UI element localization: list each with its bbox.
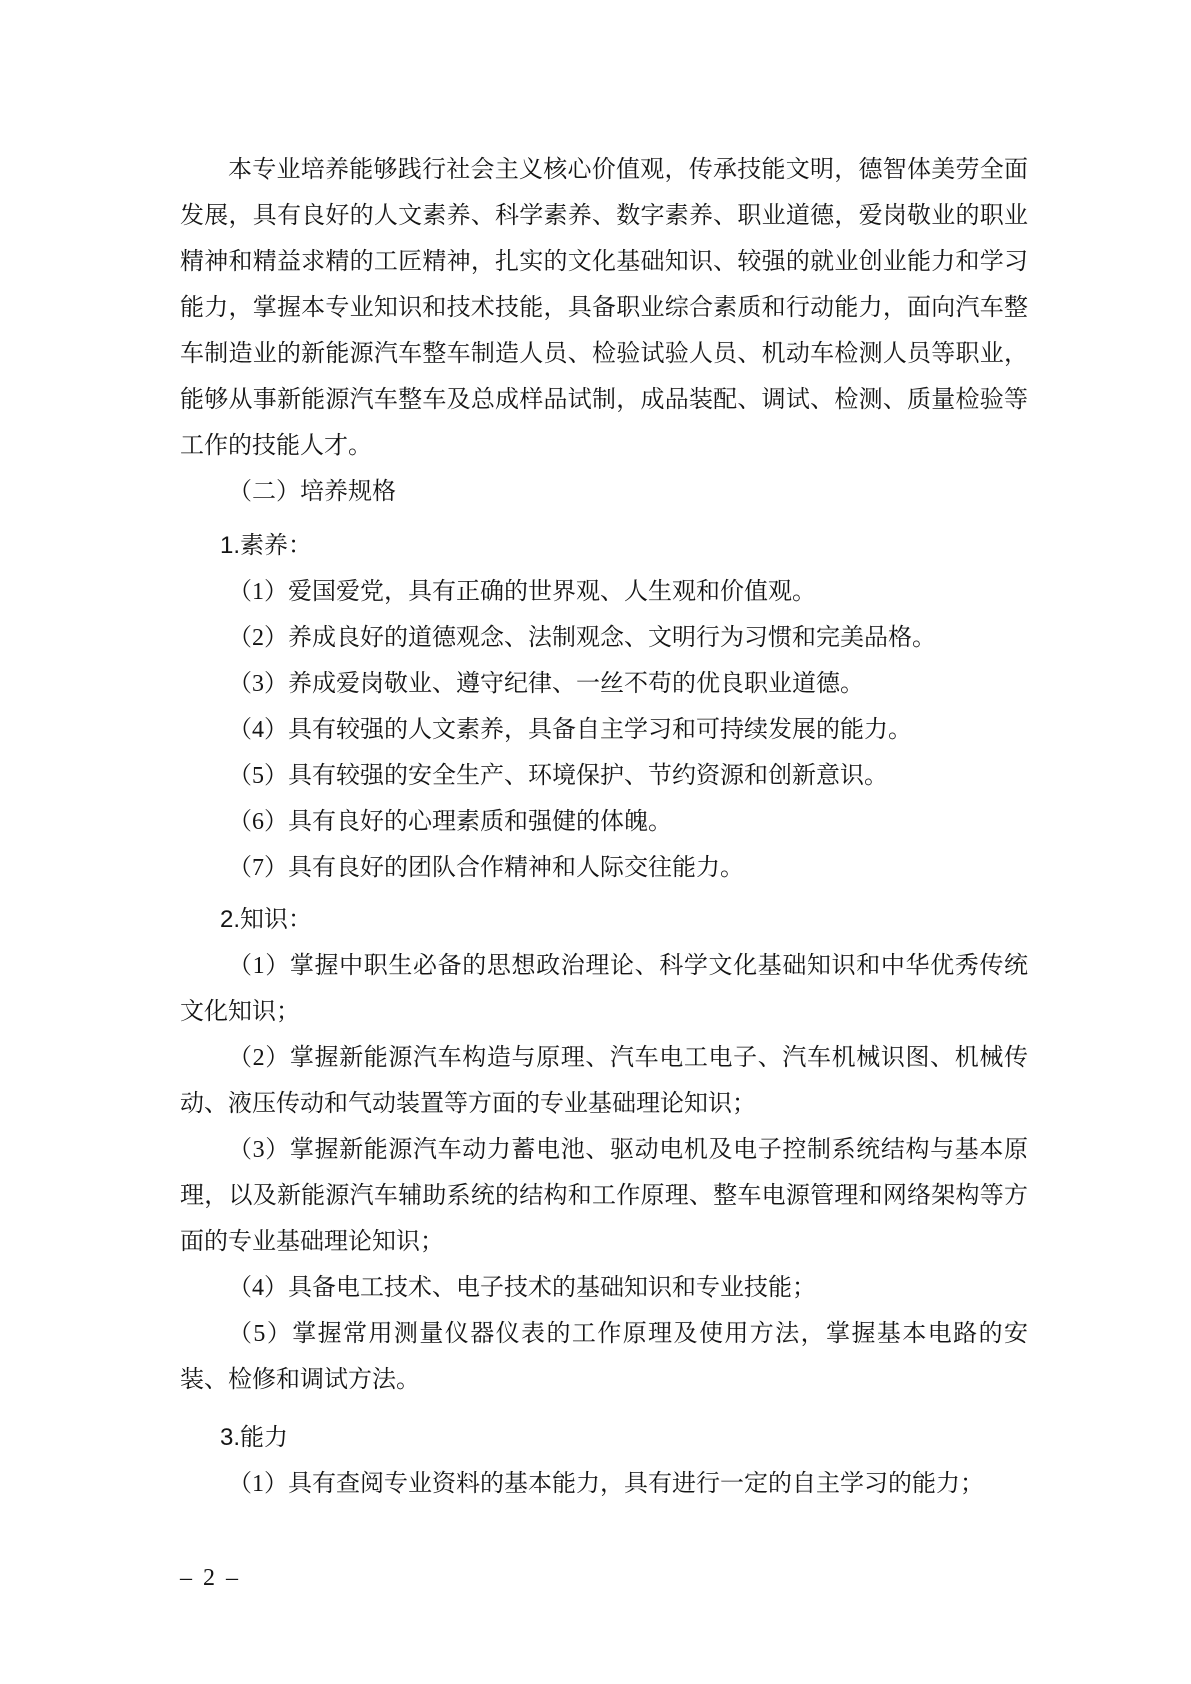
list-item-knowledge-5: （5）掌握常用测量仪器仪表的工作原理及使用方法，掌握基本电路的安装、检修和调试方法。 [180,1321,1028,1393]
list-item-knowledge-4: （4）具备电工技术、电子技术的基础知识和专业技能； [228,1275,816,1301]
list-item-quality-6: （6）具有良好的心理素质和强健的体魄。 [228,809,672,835]
list-item-ability-1: （1）具有查阅专业资料的基本能力，具有进行一定的自主学习的能力； [228,1471,984,1497]
subsection-heading-quality: 1.素养： [220,532,313,559]
section-heading-training-specs: （二）培养规格 [228,478,396,505]
list-item-quality-4: （4）具有较强的人文素养，具备自主学习和可持续发展的能力。 [228,717,912,743]
subsection-heading-knowledge: 2.知识： [220,906,313,933]
list-item-quality-5: （5）具有较强的安全生产、环境保护、节约资源和创新意识。 [228,763,888,789]
page-number: – 2 – [180,1565,238,1591]
list-item-quality-2: （2）养成良好的道德观念、法制观念、文明行为习惯和完美品格。 [228,625,936,651]
subsection-heading-ability: 3.能力 [220,1424,289,1451]
list-item-quality-7: （7）具有良好的团队合作精神和人际交往能力。 [228,855,744,881]
list-item-knowledge-2: （2）掌握新能源汽车构造与原理、汽车电工电子、汽车机械识图、机械传动、液压传动和气动装置等方面的专业基础理论知识； [180,1045,1028,1117]
list-item-knowledge-3: （3）掌握新能源汽车动力蓄电池、驱动电机及电子控制系统结构与基本原理，以及新能源汽车辅助系统的结构和工作原理、整车电源管理和网络架构等方面的专业基础理论知识； [180,1137,1028,1255]
intro-paragraph: 本专业培养能够践行社会主义核心价值观，传承技能文明，德智体美劳全面发展，具有良好的人文素养、科学素养、数字素养、职业道德，爱岗敬业的职业精神和精益求精的工匠精神，扎实的文化基础知识、较强的就业创业能力和学习能力，掌握本专业知识和技术技能，具备职业综合素质和行动能力，面向汽车整车制造业的新能源汽车整车制造人员、检验试验人员、机动车检测人员等职业，能够从事新能源汽车整车及总成样品试制，成品装配、调试、检测、质量检验等工作的技能人才。 [180,157,1028,459]
list-item-quality-1: （1）爱国爱党，具有正确的世界观、人生观和价值观。 [228,579,816,605]
list-item-knowledge-1: （1）掌握中职生必备的思想政治理论、科学文化基础知识和中华优秀传统文化知识； [180,953,1028,1025]
document-body [180,147,1028,1507]
list-item-quality-3: （3）养成爱岗敬业、遵守纪律、一丝不苟的优良职业道德。 [228,671,864,697]
